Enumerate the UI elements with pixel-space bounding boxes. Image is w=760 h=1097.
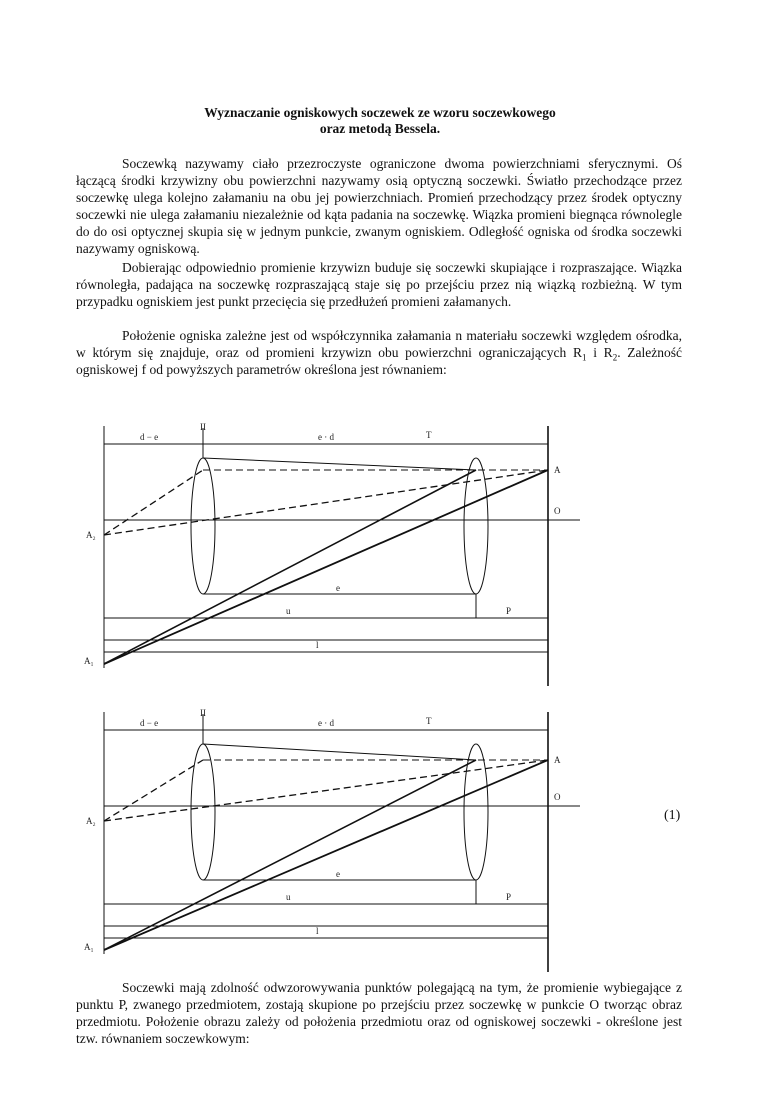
subscript-1: 1 — [582, 352, 587, 363]
label-top-mid-dim: e · d — [318, 432, 334, 442]
paragraph-2-text: Dobierając odpowiednio promienie krzywizn buduje się soczewki skupiające i rozpraszające. Wiązka równoległa, padająca na soczewkę rozpraszającą staje się po przejściu przez nią wiązką rozbieżną. W tym przypadku ogniskiem jest punkt przecięcia się przedłużeń promieni załamanych. — [76, 260, 682, 309]
label-point-a1: A₁ — [84, 942, 94, 952]
label-point-a: A — [554, 755, 561, 765]
label-point-p: P — [506, 606, 512, 616]
label-top-right: T — [426, 430, 432, 440]
label-top-left-dim: d − e — [140, 718, 159, 728]
page-title — [0, 105, 760, 137]
label-dim-u: u — [286, 606, 291, 616]
equation-number: (1) — [664, 808, 681, 823]
bessela-diagram-2 — [80, 704, 600, 974]
subscript-2: 2 — [612, 352, 618, 363]
label-point-o: O — [554, 792, 561, 802]
bessela-diagram-1 — [80, 418, 600, 688]
label-point-a2: A₂ — [86, 530, 96, 540]
label-top-left-dim: d − e — [140, 432, 159, 442]
diagram-2-svg — [80, 704, 600, 974]
label-dim-e: e — [336, 869, 340, 879]
label-point-a1: A₁ — [84, 656, 94, 666]
label-point-a: A — [554, 465, 561, 475]
title-line-1: Wyznaczanie ogniskowych soczewek ze wzoru soczewkowego — [204, 105, 556, 120]
label-dim-e: e — [336, 583, 340, 593]
label-top-mid-dim: e · d — [318, 718, 334, 728]
label-point-p: P — [506, 892, 512, 902]
paragraph-3 — [76, 327, 682, 378]
label-lens: II — [200, 422, 206, 432]
paragraph-4-text: Soczewki mają zdolność odwzorowywania punktów polegającą na tym, że promienie wybiegające z punktu P, zwanego przedmiotem, zostają skupione po przejściu przez soczewkę w punkcie O tworząc obraz przedmiotu. Położenie obrazu zależy od położenia przedmiotu oraz od ogniskowej soczewki - określone jest tzw. równaniem soczewkowym: — [76, 980, 682, 1046]
label-dim-l: l — [316, 640, 319, 650]
paragraph-2 — [76, 259, 682, 310]
title-line-2: oraz metodą Bessela. — [319, 121, 441, 136]
label-lens: II — [200, 708, 206, 718]
label-point-a2: A₂ — [86, 816, 96, 826]
paragraph-3-text-c: . Zależność ogniskowej f od powyższych parametrów określona jest równaniem: — [76, 345, 683, 377]
diagram-1-svg — [80, 418, 600, 688]
paragraph-4 — [76, 979, 682, 1047]
paragraph-3-text-b: i R — [586, 345, 613, 360]
label-dim-l: l — [316, 926, 319, 936]
paragraph-3-text-a: Położenie ogniska zależne jest od współczynnika załamania n materiału soczewki względem ośrodka, w którym się znajduje, oraz od promieni krzywizn obu powierzchni ograniczających R — [76, 328, 682, 360]
label-dim-u: u — [286, 892, 291, 902]
paragraph-1 — [76, 155, 682, 257]
label-top-right: T — [426, 716, 432, 726]
label-point-o: O — [554, 506, 561, 516]
paragraph-1-text: Soczewką nazywamy ciało przezroczyste ograniczone dwoma powierzchniami sferycznymi. Oś łączącą środki krzywizny obu powierzchni nazywamy osią optyczną soczewki. Światło przechodzące przez soczewkę ulega kolejno załamaniu na obu jej powierzchniach. Promień przechodzący przez środek optyczny soczewki nie ulega załamaniu niezależnie od kąta padania na soczewkę. Wiązka promieni biegnąca równolegle do do osi optycznej skupia się w jednym punkcie, zwanym ogniskiem. Odległość ogniska od środka soczewki nazywamy ogniskową. — [76, 156, 682, 256]
